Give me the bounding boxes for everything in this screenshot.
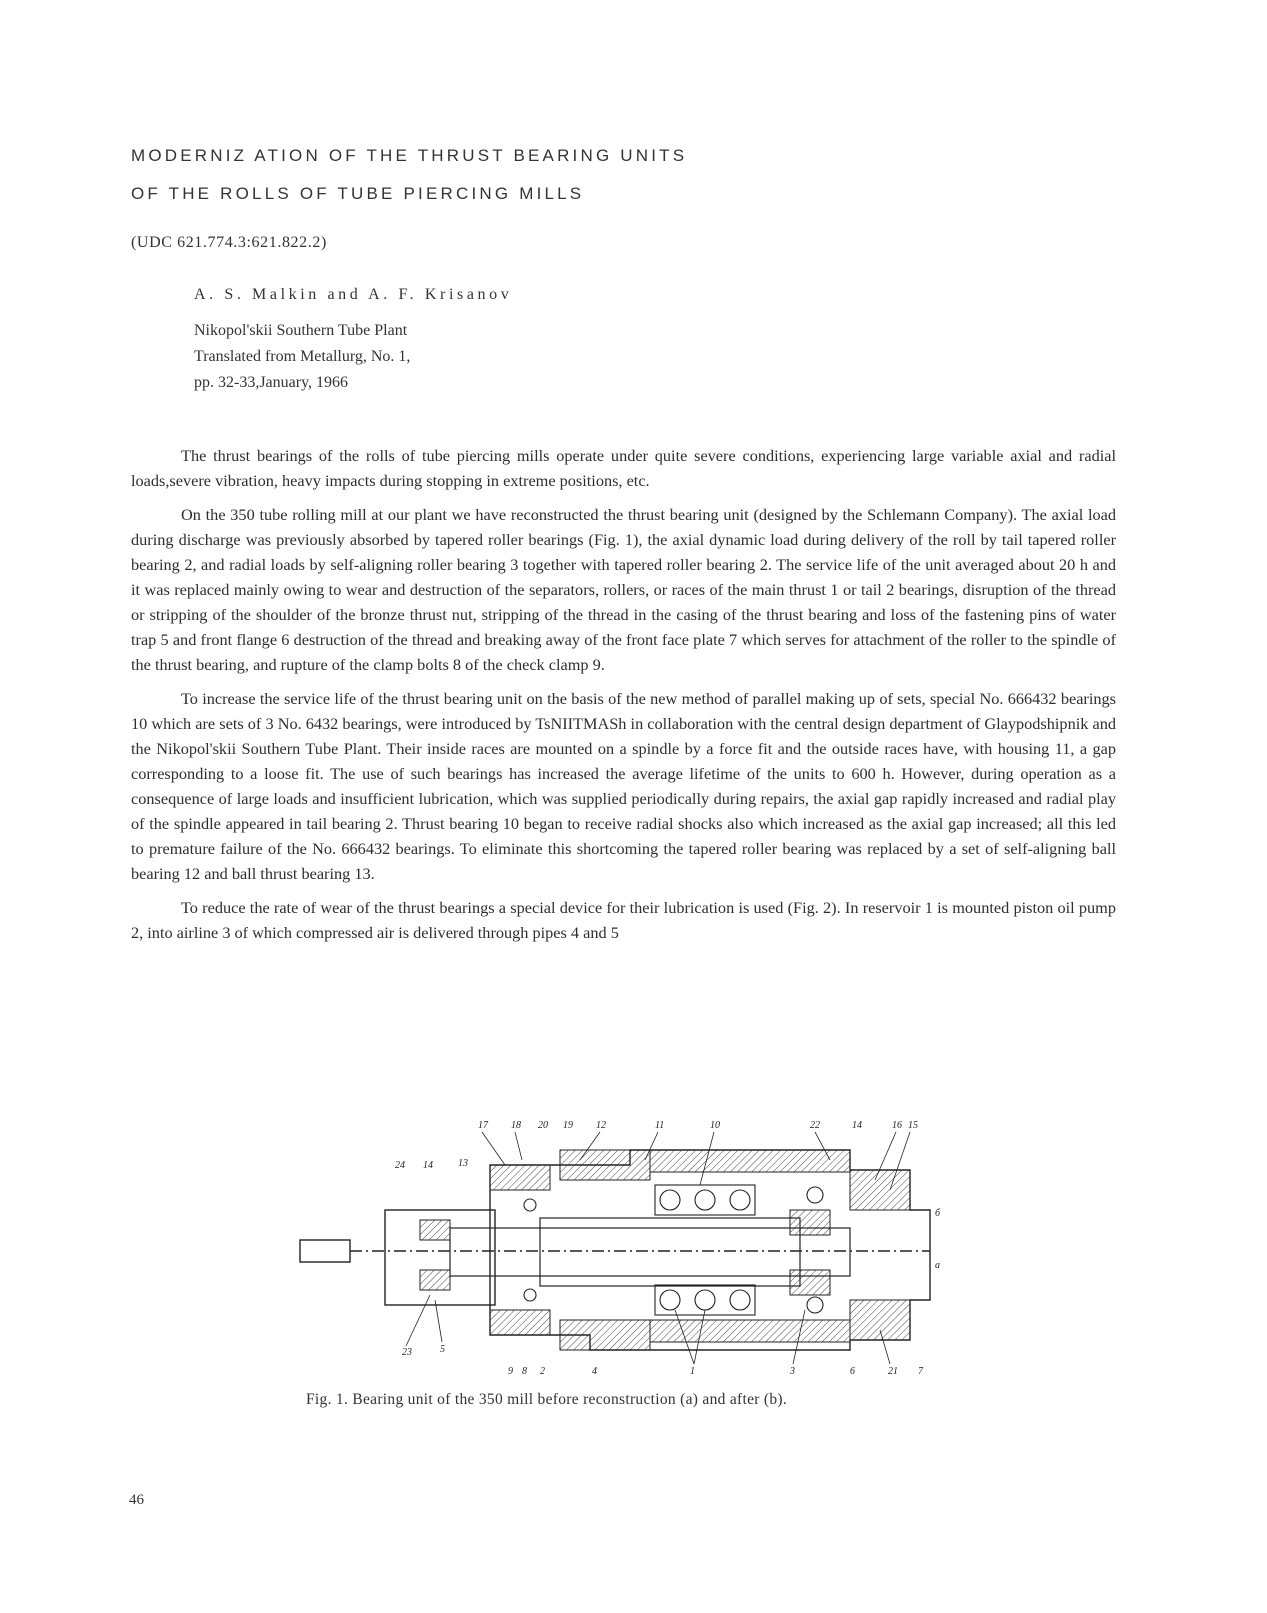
callout-label: 15 [908,1120,918,1131]
callout-label: 10 [710,1120,720,1131]
body-text [131,443,1116,954]
callout-label: 21 [888,1366,898,1377]
callout-label: 2 [540,1366,545,1377]
figure-caption: Fig. 1. Bearing unit of the 350 mill before reconstruction (a) and after (b). [306,1391,788,1408]
callout-label: 7 [918,1366,923,1377]
figure-1-drawing [290,1110,950,1385]
affiliation-line-3: pp. 32-33,January, 1966 [194,374,349,391]
callout-label: 12 [596,1120,606,1131]
paragraph-1: The thrust bearings of the rolls of tube piercing mills operate under quite severe conditions, experiencing large variable axial and radial loads,severe vibration, heavy impacts during stopping in extreme positions, etc. [131,446,1116,490]
affiliation-line-1: Nikopol'skii Southern Tube Plant [194,322,408,339]
callout-label: 5 [440,1344,445,1355]
callout-label: 16 [892,1120,902,1131]
callout-label: 6 [850,1366,855,1377]
title-line-2: OF THE ROLLS OF TUBE PIERCING MILLS [131,184,585,203]
callout-label: 14 [852,1120,862,1131]
authors: A. S. Malkin and A. F. Krisanov [194,286,513,303]
callout-label: а [935,1260,940,1271]
callout-label: 20 [538,1120,548,1131]
callout-label: 19 [563,1120,573,1131]
callout-label: 23 [402,1347,412,1358]
callout-label: 11 [655,1120,665,1131]
callout-label: б [935,1208,941,1219]
callout-label: 1 [690,1366,695,1377]
callout-label: 24 [395,1160,405,1171]
bearing-unit-drawing [290,1110,950,1385]
paragraph-4: To reduce the rate of wear of the thrust bearings a special device for their lubrication is used (Fig. 2). In reservoir 1 is mounted piston oil pump 2, into airline 3 of which compressed air is delivered through pipes 4 and 5 [131,898,1116,942]
paragraph-3: To increase the service life of the thrust bearing unit on the basis of the new method of parallel making up of sets, special No. 666432 bearings 10 which are sets of 3 No. 6432 bearings, were introduced by TsNIITMASh in collaboration with the central design department of Glaypodshipnik and the Nikopol'skii Southern Tube Plant. Their inside races are mounted on a spindle by a force fit and the outside races have, with housing 11, a gap corresponding to a loose fit. The use of such bearings has increased the average lifetime of the units to 600 h. However, during operation as a consequence of large loads and insufficient lubrication, which was supplied periodically during repairs, the axial gap rapidly increased and radial play of the spindle appeared in tail bearing 2. Thrust bearing 10 began to receive radial shocks also which increased as the axial gap increased; all this led to premature failure of the No. 666432 bearings. To eliminate this shortcoming the tapered roller bearing was replaced by a set of self-aligning ball bearing 12 and ball thrust bearing 13. [131,689,1116,883]
callout-label: 4 [592,1366,597,1377]
callout-label: 8 [522,1366,527,1377]
page-number: 46 [129,1492,144,1508]
callout-label: 3 [790,1366,795,1377]
callout-label: 13 [458,1158,468,1169]
callout-label: 22 [810,1120,820,1131]
title-line-1: MODERNIZ ATION OF THE THRUST BEARING UNITS [131,146,688,165]
callout-label: 9 [508,1366,513,1377]
callout-label: 17 [478,1120,488,1131]
affiliation-line-2: Translated from Metallurg, No. 1, [194,348,411,365]
callout-label: 14 [423,1160,433,1171]
callout-label: 18 [511,1120,521,1131]
paragraph-2: On the 350 tube rolling mill at our plant we have reconstructed the thrust bearing unit (designed by the Schlemann Company). The axial load during discharge was previously absorbed by tapered roller bearings (Fig. 1), the axial dynamic load during delivery of the roll by tail tapered roller bearing 2, and radial loads by self-aligning roller bearing 3 together with tapered roller bearing 2. The service life of the unit averaged about 20 h and it was replaced mainly owing to wear and destruction of the separators, rollers, or races of the main thrust 1 or tail 2 bearings, disruption of the thread or stripping of the shoulder of the bronze thrust nut, stripping of the thread in the casing of the thrust bearing and loss of the fastening pins of water trap 5 and front flange 6 destruction of the thread and breaking away of the front face plate 7 which serves for attachment of the roller to the spindle of the thrust bearing, and rupture of the clamp bolts 8 of the check clamp 9. [131,505,1116,674]
udc-code: (UDC 621.774.3:621.822.2) [131,234,327,251]
